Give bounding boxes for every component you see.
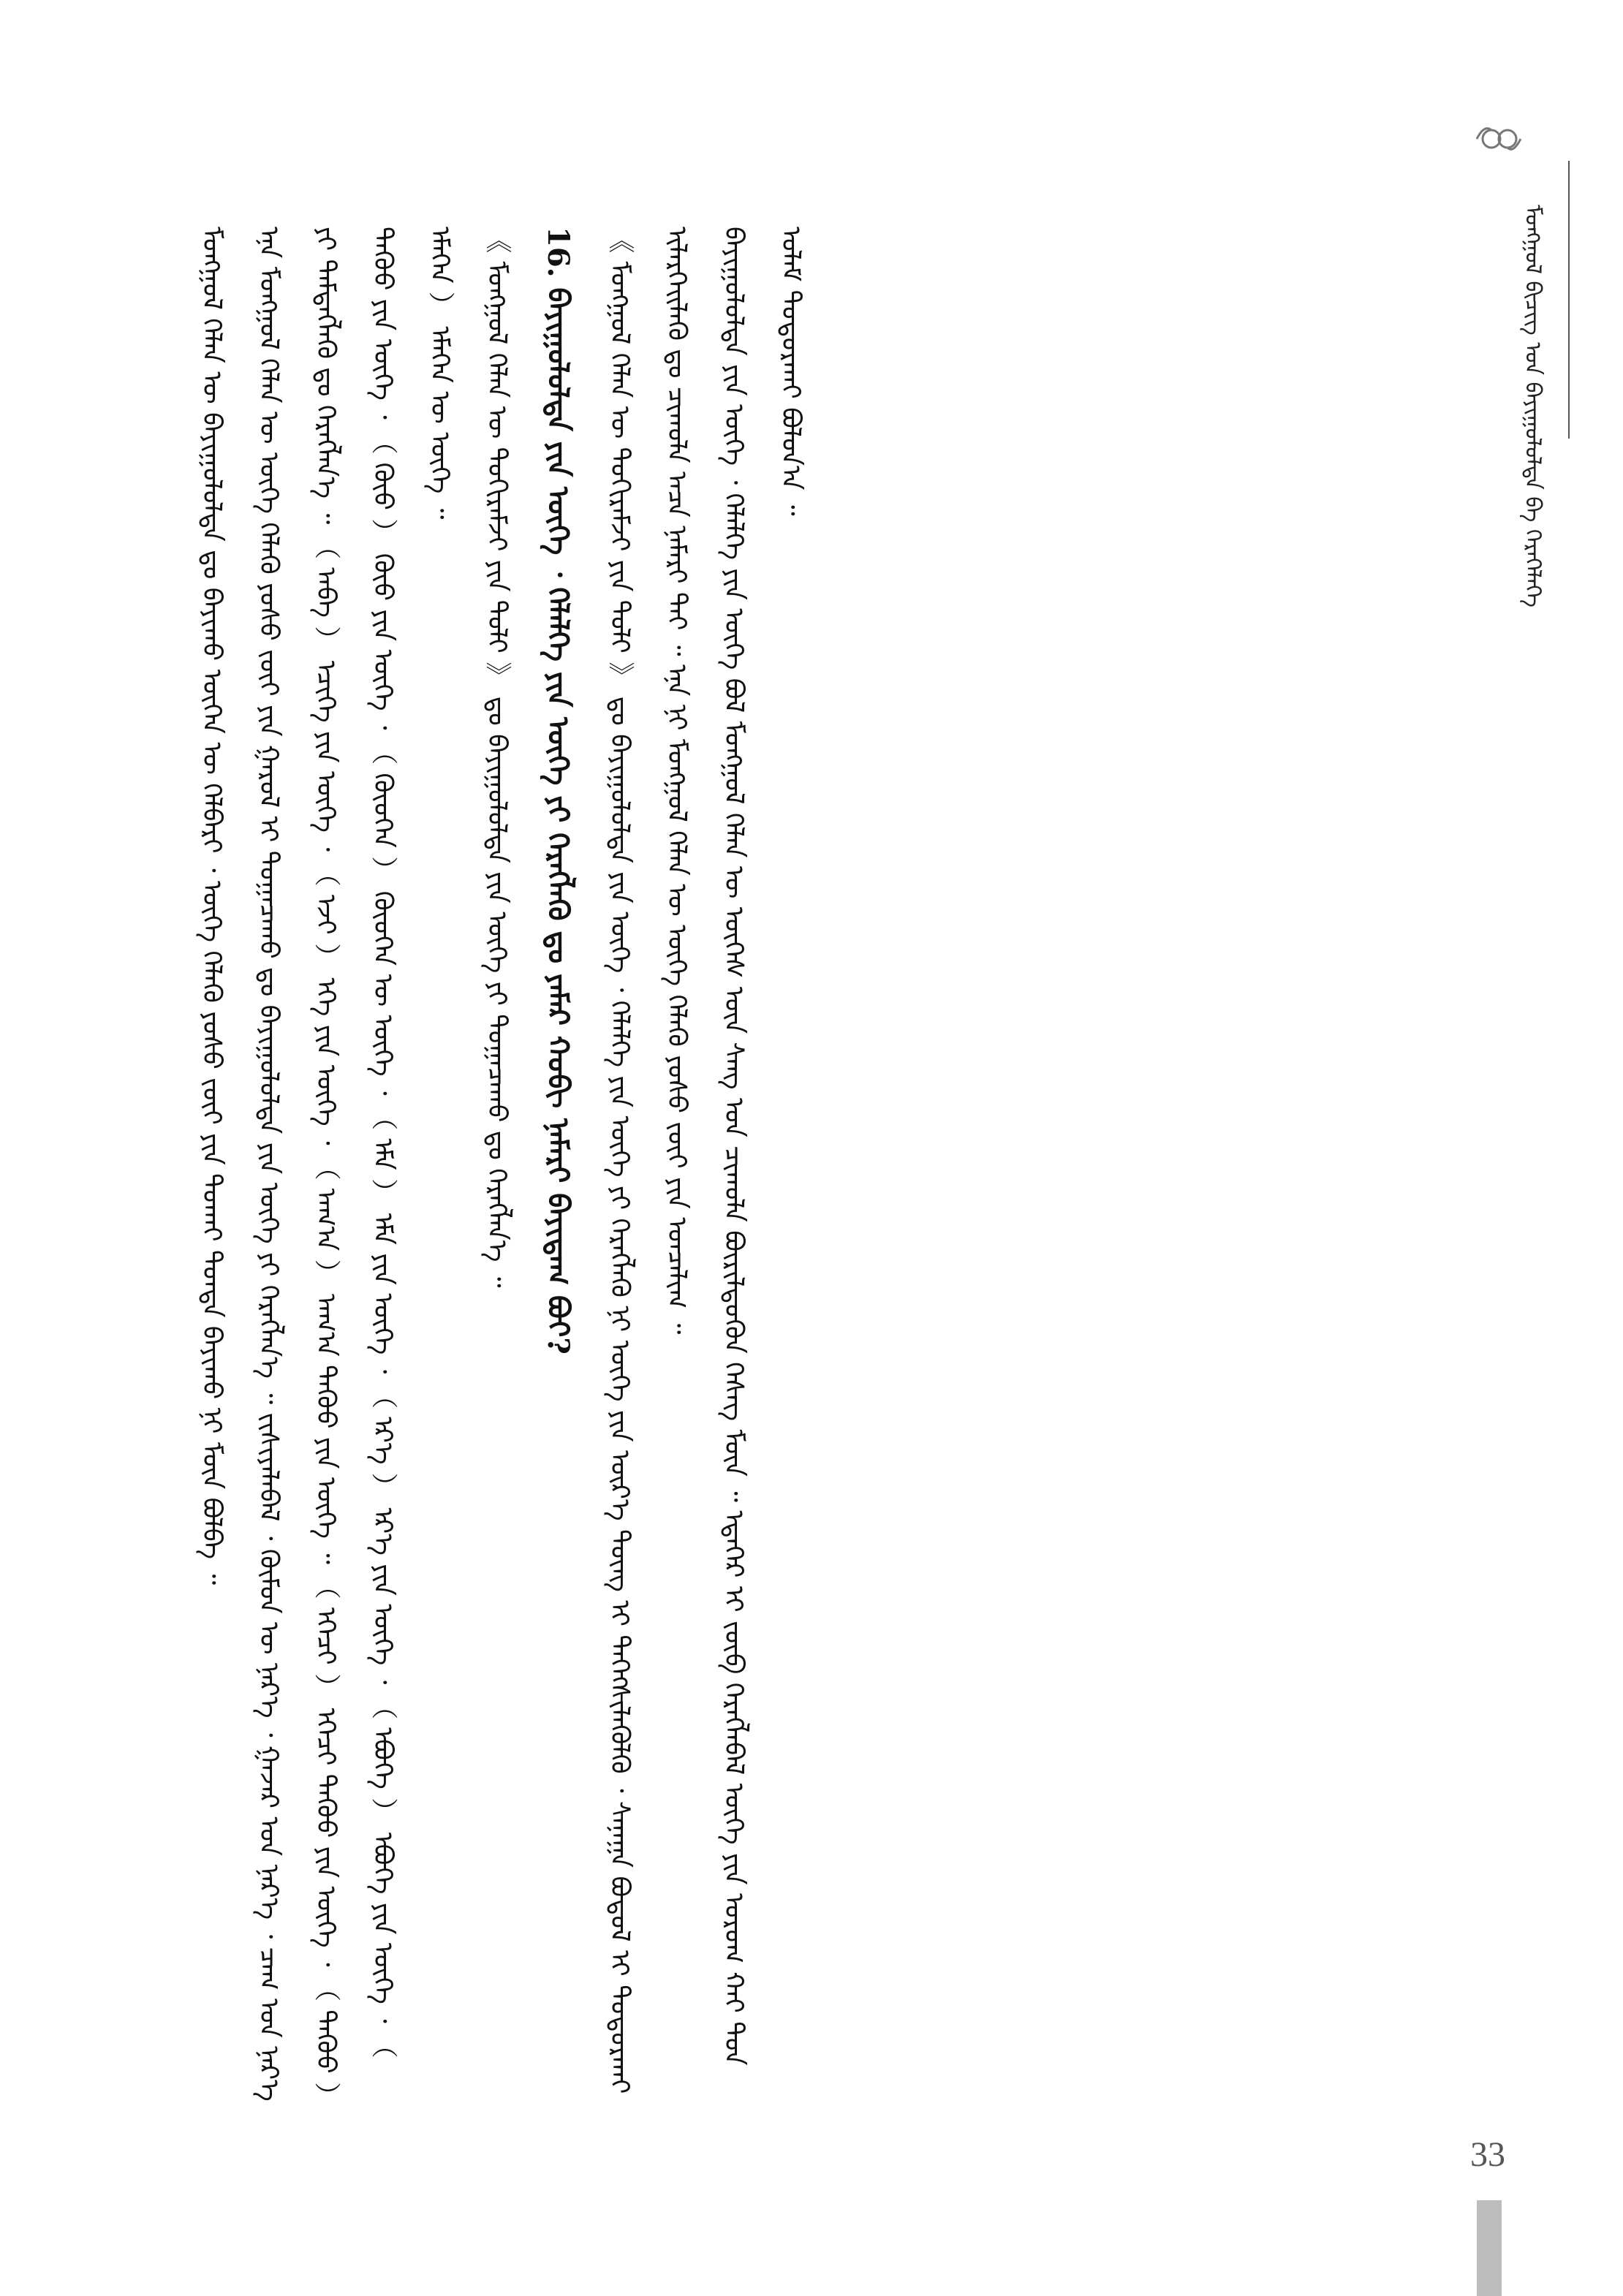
paragraph: ᠡᠨᠡ ᠮᠣᠩᠭᠣᠯ ᠬᠡᠯᠡᠨ ᠦ ᠦᠭᠡ ᠬᠡᠯᠡᠬᠦ ᠶᠣᠰᠤ ᠵᠦᠢ ᠶᠢᠨ ᠭᠠᠷᠤᠯ ᠢ ᠲᠣᠭᠠᠴᠠᠬᠤ ᠳᠤ ᠪᠠᠶᠢᠭᠤᠯᠤᠯᠲᠠ ᠶᠢᠨ ᠦᠭᠡ ᠶᠢ ᠬᠡᠷᠡᠭᠯᠡᠨ᠎ᠡ ᠃ ᠵᠢᠱᠢᠶᠡᠯᠡᠪᠡᠯ ᠂ ᠬᠦᠮᠦᠨ ᠦ ᠨᠡᠷ᠎ᠡ ᠂ ᠭᠠᠵᠠᠷ ᠤᠨ ᠨᠡᠷ᠎ᠡ ᠂ ᠴᠠᠭ ᠤᠨ ᠨᠡᠷ᠎ᠡ ᠶᠢ ᠲᠡᠮᠳᠡᠭᠯᠡᠬᠦ ᠳᠤ ᠬᠡᠷᠡᠭᠯᠡᠨ᠎ᠡ ᠃ （ ᠠᠪᠠ ） ᠡᠴᠢᠭᠡ ᠶᠢᠨ ᠦᠭᠡ ᠂ （ ᠡᠵᠢ ） ᠡᠬᠡ ᠶᠢᠨ ᠦᠭᠡ ᠂ （ ᠠᠬ᠎ᠠ ） ᠠᠬ᠎ᠠ ᠳᠡᠭᠦᠦ ᠶᠢᠨ ᠦᠭᠡ ᠃ （ ᠡᠭᠡᠴᠢ ） ᠡᠭᠡᠴᠢ ᠳᠡᠭᠦᠦ ᠶᠢᠨ ᠦᠭᠡ ᠂ （ ᠳᠡᠭᠦᠦ ） ᠳᠡᠭᠦᠦ ᠶᠢᠨ ᠦᠭᠡ ᠂ （ ᠬᠦᠦ ） ᠬᠦᠦ ᠶᠢᠨ ᠦᠭᠡ ᠂ （ ᠬᠦᠦᠬᠡᠨ ） ᠬᠦᠦᠬᠡᠨ ᠦ ᠦᠭᠡ ᠂ （ ᠡᠮᠡ ） ᠡᠮᠡ ᠶᠢᠨ ᠦᠭᠡ ᠂ （ ᠡᠷ᠎ᠡ ） ᠡᠷ᠎ᠡ ᠶᠢᠨ ᠦᠭᠡ ᠂ （ ᠡᠪᠦᠭᠡ ） ᠡᠪᠦᠭᠡ ᠶᠢᠨ ᠦᠭᠡ ᠂ （ ᠡᠮᠡᠭᠡᠨ ） ᠡᠮᠡᠭᠡᠨ ᠦ ᠦᠭᠡ ᠃: [254, 227, 455, 2109]
section-heading: 16. ᠪᠠᠶᠢᠭᠤᠯᠤᠯᠲᠠ ᠶᠢᠨ ᠦᠭᠡ ᠂ ᠬᠡᠯᠡᠯᠭᠡ ᠶᠢᠨ ᠦᠭᠡ ᠶᠢ ᠬᠡᠷᠡᠭᠯᠡᠬᠦ ᠳᠤ ᠶᠠᠮᠠᠷ ᠬᠤᠪᠢ ᠨᠡᠮᠡᠷᠢ ᠪᠠᠶᠢᠳᠠᠭ ᠪᠤᠢ?: [541, 227, 575, 1355]
paragraph: ᠪᠠᠶᠢᠭᠤᠯᠤᠯᠲᠠ ᠶᠢᠨ ᠦᠭᠡ ᠂ ᠬᠡᠯᠡᠯᠭᠡ ᠶᠢᠨ ᠦᠭᠡ ᠪᠣᠯ ᠮᠣᠩᠭᠣᠯ ᠬᠡᠯᠡᠨ ᠦ ᠦᠭᠡᠰ ᠦᠨ ᠰᠠᠩ ᠤᠨ ᠴᠢᠬᠤᠯᠠ ᠪᠦᠷᠢᠯᠳᠦᠬᠦᠨ ᠬᠡᠰᠡᠭ ᠮᠥᠨ ᠃ ᠡᠳᠡᠭᠡᠷ ᠢ ᠵᠥᠪ ᠬᠡᠷᠡᠭᠯᠡᠪᠡᠯ ᠦᠭᠡ ᠶᠢᠨ ᠤᠷᠤᠭ ᠬᠠᠢ ᠳᠤᠨ ᠤᠯᠠᠮ ᠲᠣᠳᠤᠷᠬᠠᠢ ᠪᠣᠯᠤᠨ᠎ᠠ ᠃: [719, 227, 806, 2066]
paragraph: 《 ᠮᠣᠩᠭᠣᠯ ᠬᠡᠯᠡᠨ ᠦ ᠲᠣᠬᠢᠷᠠᠮᠵᠢ ᠶᠢᠨ ᠲᠣᠯᠢ 》 ᠳᠤ ᠪᠠᠶᠢᠭᠤᠯᠤᠯᠲᠠ ᠶᠢᠨ ᠦᠭᠡ ᠂ ᠬᠡᠯᠡᠯᠭᠡ ᠶᠢᠨ ᠦᠭᠡ ᠶᠢ ᠬᠡᠷᠡᠭᠯᠡᠬᠦ ᠨᠢ ᠦᠭᠡ ᠶᠢᠨ ᠦᠷ᠎ᠡ ᠳᠦᠩ ᠢ ᠳᠡᠭᠡᠭᠰᠢᠯᠡᠭᠦᠯᠬᠦ ᠂ ᠰᠠᠨᠠᠭᠠ ᠪᠣᠳᠤᠯ ᠢ ᠲᠣᠳᠤᠷᠬᠠᠢ ᠢᠯᠡᠷᠬᠡᠢᠯᠡᠬᠦ ᠳᠤ ᠴᠢᠬᠤᠯᠠ ᠠᠴᠠ ᠨᠡᠮᠡᠷᠢ ᠲᠠᠢ ᠃ ᠡᠨᠡ ᠨᠢ ᠮᠣᠩᠭᠣᠯ ᠬᠡᠯᠡᠨ ᠦ ᠦᠭᠡ ᠬᠡᠯᠡᠬᠦ ᠶᠣᠰᠤ ᠵᠦᠢ ᠶᠢᠨ ᠣᠨᠴᠠᠯᠢᠭ ᠃: [605, 227, 692, 2094]
paragraph: 《 ᠮᠣᠩᠭᠣᠯ ᠬᠡᠯᠡᠨ ᠦ ᠲᠣᠬᠢᠷᠠᠮᠵᠢ ᠶᠢᠨ ᠲᠣᠯᠢ 》 ᠳᠤ ᠪᠠᠶᠢᠭᠤᠯᠤᠯᠲᠠ ᠶᠢᠨ ᠦᠭᠡ ᠶᠢ ᠲᠣᠭᠠᠴᠠᠬᠤ ᠳᠤ ᠬᠡᠷᠡᠭᠯᠡᠨ᠎ᠡ ᠃: [482, 227, 512, 1288]
header-rule: [1568, 161, 1570, 439]
page-edge-tab: [1477, 2200, 1502, 2296]
running-header: ᠮᠣᠩᠭᠣᠯ ᠪᠢᠴᠢᠭ᠌ ᠤᠨ ᠪᠠᠶᠢᠭᠤᠯᠤᠯᠲᠠ ᠪᠠ ᠬᠡᠷᠡᠭᠡᠯᠡᠭᠡ: [1520, 205, 1546, 607]
header-ornament-icon: [1469, 117, 1535, 161]
page-number: 33: [1470, 2135, 1505, 2174]
body-text: [183, 227, 1499, 2113]
paragraph: ᠮᠣᠩᠭᠣᠯ ᠬᠡᠯᠡᠨ ᠦ ᠪᠠᠶᠢᠭᠤᠯᠤᠯᠲᠠ ᠳᠤ ᠪᠠᠶᠢᠬᠤ ᠦᠭᠡᠨ ᠦ ᠬᠡᠯᠪᠡᠷᠢ ᠂ ᠦᠭᠡ ᠬᠡᠯᠡᠬᠦ ᠶᠣᠰᠤ ᠵᠦᠢ ᠶᠢᠨ ᠲᠤᠬᠠᠢ ᠳᠤᠨᠳᠠ ᠪᠠᠶᠢᠬᠤ ᠨᠢ ᠮᠥᠨ ᠪᠣᠯᠪᠠ ᠃: [197, 227, 227, 1585]
